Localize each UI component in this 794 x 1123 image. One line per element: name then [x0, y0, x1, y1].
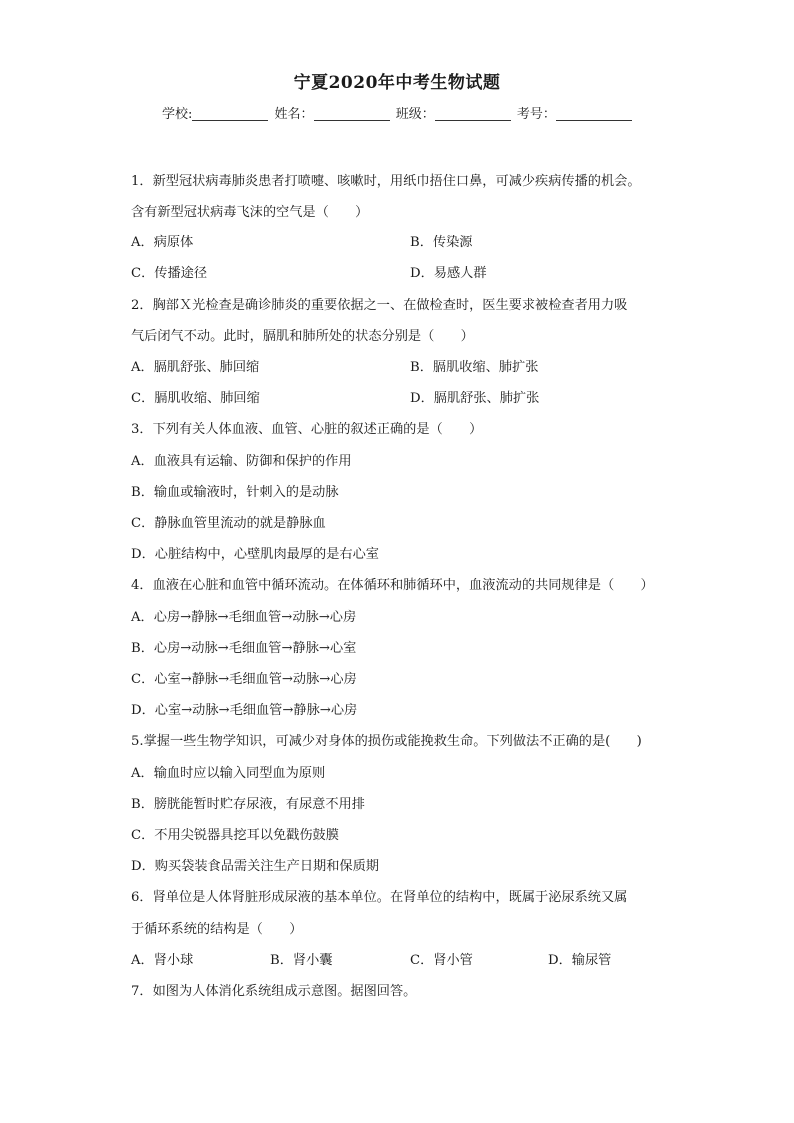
student-info-row: [162, 103, 634, 122]
q7-stem-line1: 7．如图为人体消化系统组成示意图。据图回答。: [131, 984, 417, 999]
q5-stem-line1: 5.掌握一些生物学知识，可减少对身体的损伤或能挽救生命。下列做法不正确的是( ): [131, 734, 642, 749]
q4-option-a: A．心房→静脉→毛细血管→动脉→心房: [131, 610, 357, 625]
q6-option-d: D．输尿管: [548, 953, 612, 968]
q6-option-b: B．肾小囊: [270, 953, 333, 968]
class-label: 班级：: [395, 107, 435, 122]
q6-stem-line2: 于循环系统的结构是（ ）: [131, 922, 303, 937]
q1-option-a: A．病原体: [131, 235, 194, 250]
q5-option-c: C．不用尖锐器具挖耳以免戳伤鼓膜: [131, 828, 339, 843]
q3-option-c: C．静脉血管里流动的就是静脉血: [131, 516, 326, 531]
name-label: 姓名：: [274, 107, 314, 122]
q5-option-d: D．购买袋装食品需关注生产日期和保质期: [131, 859, 379, 874]
q2-stem-line2: 气后闭气不动。此时，膈肌和肺所处的状态分别是（ ）: [131, 329, 474, 344]
q3-option-d: D．心脏结构中，心壁肌肉最厚的是右心室: [131, 547, 379, 562]
q1-option-c: C．传播途径: [131, 266, 208, 281]
q1-option-b: B．传染源: [410, 235, 473, 250]
q2-stem-line1: 2．胸部Ｘ光检查是确诊肺炎的重要依据之一、在做检查时，医生要求被检查者用力吸: [131, 298, 628, 313]
q2-option-b: B．膈肌收缩、肺扩张: [410, 360, 539, 375]
q5-option-a: A．输血时应以输入同型血为原则: [131, 766, 326, 781]
q4-option-c: C．心室→静脉→毛细血管→动脉→心房: [131, 672, 357, 687]
q4-option-d: D．心室→动脉→毛细血管→静脉→心房: [131, 703, 358, 718]
q5-option-b: B．膀胱能暂时贮存尿液，有尿意不用排: [131, 797, 365, 812]
q1-stem-line2: 含有新型冠状病毒飞沫的空气是（ ）: [131, 205, 369, 220]
q6-option-a: A．肾小球: [131, 953, 194, 968]
q1-stem-line1: 1．新型冠状病毒肺炎患者打喷嚏、咳嗽时，用纸巾捂住口鼻，可减少疾病传播的机会。: [131, 174, 641, 189]
q2-option-d: D．膈肌舒张、肺扩张: [410, 391, 540, 406]
school-blank[interactable]: [192, 106, 268, 121]
q4-option-b: B．心房→动脉→毛细血管→静脉→心室: [131, 641, 357, 656]
class-blank[interactable]: [435, 106, 511, 121]
q3-option-b: B．输血或输液时，针刺入的是动脉: [131, 485, 339, 500]
q3-option-a: A．血液具有运输、防御和保护的作用: [131, 454, 352, 469]
page-title: 宁夏2020年中考生物试题: [293, 73, 501, 93]
q2-option-a: A．膈肌舒张、肺回缩: [131, 360, 260, 375]
q3-stem-line1: 3．下列有关人体血液、血管、心脏的叙述正确的是（ ）: [131, 422, 483, 437]
q1-option-d: D．易感人群: [410, 266, 487, 281]
q4-stem-line1: 4．血液在心脏和血管中循环流动。在体循环和肺循环中，血液流动的共同规律是（ ）: [131, 578, 654, 593]
number-blank[interactable]: [556, 106, 632, 121]
school-label: 学校:: [162, 107, 193, 122]
number-label: 考号：: [516, 107, 556, 122]
q2-option-c: C．膈肌收缩、肺回缩: [131, 391, 260, 406]
q6-stem-line1: 6．肾单位是人体肾脏形成尿液的基本单位。在肾单位的结构中，既属于泌尿系统又属: [131, 890, 628, 905]
name-blank[interactable]: [314, 106, 390, 121]
q6-option-c: C．肾小管: [410, 953, 473, 968]
